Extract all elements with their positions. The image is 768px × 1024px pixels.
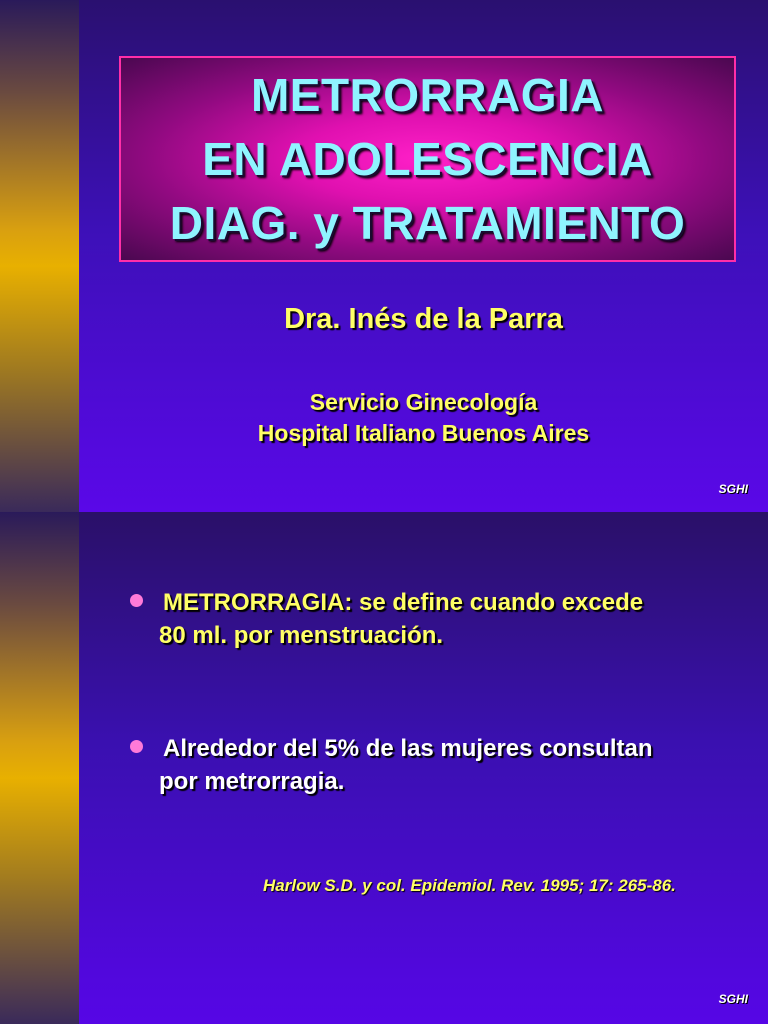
bullet-dot-icon — [130, 740, 143, 753]
bullet-line: 80 ml. por menstruación. — [159, 622, 444, 649]
slide-definition — [0, 512, 768, 1024]
bullet-line: por metrorragia. — [159, 768, 345, 795]
footer-tag: SGHI — [718, 482, 748, 496]
bullet-dot-icon — [130, 594, 143, 607]
bullet-line: Alrededor del 5% de las mujeres consultan — [163, 735, 653, 762]
bullet-item — [130, 732, 730, 798]
title-line: EN ADOLESCENCIA — [202, 133, 653, 185]
side-accent-bar — [0, 512, 79, 1024]
bullet-item — [130, 586, 730, 652]
author-name: Dra. Inés de la Parra — [284, 303, 563, 335]
title-box — [119, 56, 736, 262]
affiliation-service: Servicio Ginecología — [309, 389, 538, 415]
citation: Harlow S.D. y col. Epidemiol. Rev. 1995; 17: 265-86. — [263, 876, 676, 895]
bullet-line: METRORRAGIA: se define cuando excede — [163, 589, 644, 616]
affiliation-hospital: Hospital Italiano Buenos Aires — [257, 420, 590, 446]
side-accent-bar — [0, 0, 79, 512]
title-line: METRORRAGIA — [250, 69, 605, 121]
title-line: DIAG. y TRATAMIENTO — [169, 197, 686, 249]
footer-tag: SGHI — [718, 992, 748, 1006]
